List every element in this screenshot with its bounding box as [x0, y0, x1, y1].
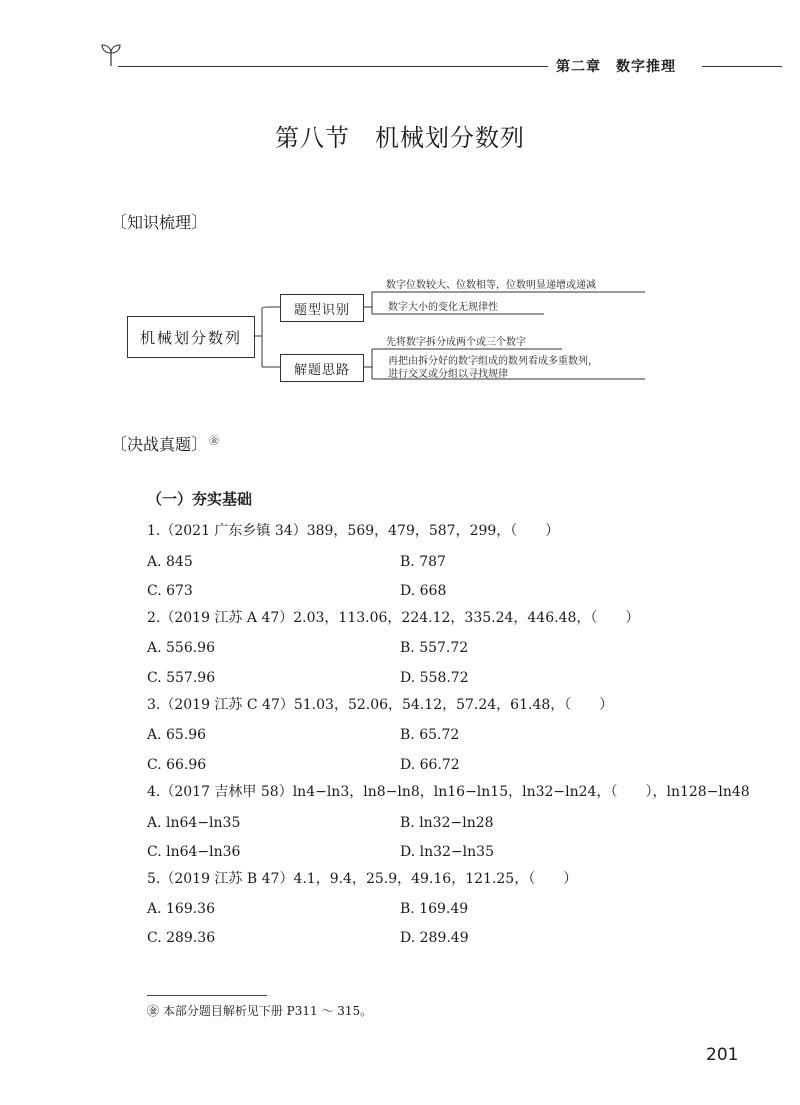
question-3: 3.（2019 江苏 C 47）51.03，52.06，54.12，57.24，61.48，（ ）	[147, 697, 614, 713]
option-c: C. 673	[147, 583, 193, 599]
mind-map-branch-approach: 解题思路	[280, 354, 364, 382]
bracket-close: 〕	[191, 435, 209, 455]
mind-map-branch-identify: 题型识别	[280, 294, 364, 322]
question-5: 5.（2019 江苏 B 47）4.1，9.4，25.9，49.16，121.25，（ ）	[147, 871, 578, 887]
question-1: 1.（2021 广东乡镇 34）389，569，479，587，299，（ ）	[147, 523, 560, 539]
option-c: C. 557.96	[147, 670, 216, 686]
mind-map-leaf-line: 进行交叉或分组以寻找规律	[388, 369, 508, 380]
option-b: B. 557.72	[400, 640, 469, 656]
knowledge-heading-label: 知识梳理	[127, 213, 192, 232]
option-b: B. 65.72	[400, 727, 460, 743]
option-a: A. 169.36	[147, 901, 215, 917]
sprout-icon	[98, 42, 124, 68]
mind-map	[120, 268, 660, 398]
footnote-rule	[147, 995, 267, 996]
option-a: A. 65.96	[147, 727, 207, 743]
option-a: A. 556.96	[147, 640, 215, 656]
question-4: 4.（2017 吉林甲 58）ln4−ln3，ln8−ln8，ln16−ln15，ln32−ln24，（ ），ln128−ln48	[147, 784, 750, 800]
bracket-close: 〕	[191, 213, 209, 233]
footnote-mark: ㊎	[209, 435, 220, 447]
bracket-open: 〔	[110, 213, 127, 233]
option-c: C. ln64−ln36	[147, 844, 241, 860]
practice-heading	[110, 430, 219, 455]
option-d: D. 289.49	[400, 930, 469, 946]
footnote	[147, 1002, 372, 1019]
section-title: 第八节 机械划分数列	[275, 124, 525, 152]
chapter-title: 第二章 数字推理	[556, 59, 676, 75]
footnote-mark: ㊎	[147, 1004, 160, 1018]
question-2: 2.（2019 江苏 A 47）2.03，113.06，224.12，335.24，446.48，（ ）	[147, 610, 640, 626]
option-b: B. 169.49	[400, 901, 469, 917]
option-d: D. ln32−ln35	[400, 844, 494, 860]
option-d: D. 668	[400, 583, 447, 599]
page-number: 201	[706, 1045, 739, 1065]
option-c: C. 66.96	[147, 757, 207, 773]
practice-heading-label: 决战真题	[127, 435, 192, 454]
knowledge-heading	[110, 208, 208, 233]
footnote-text: 本部分题目解析见下册 P311 ～ 315。	[162, 1004, 373, 1018]
header-rule-left	[118, 66, 548, 67]
mind-map-leaf: 数字大小的变化无规律性	[388, 302, 498, 313]
option-d: D. 66.72	[400, 757, 460, 773]
option-a: A. 845	[147, 554, 193, 570]
option-b: B. 787	[400, 554, 446, 570]
mind-map-leaf: 数字位数较大、位数相等，位数明显递增或递减	[386, 280, 596, 291]
mind-map-leaf	[388, 355, 598, 381]
header-rule-right	[702, 66, 782, 67]
option-d: D. 558.72	[400, 670, 469, 686]
option-b: B. ln32−ln28	[400, 815, 494, 831]
subsection-heading: （一）夯实基础	[147, 490, 253, 508]
option-a: A. ln64−ln35	[147, 815, 241, 831]
mind-map-root: 机械划分数列	[127, 316, 255, 358]
mind-map-leaf-line: 再把由拆分好的数字组成的数列看成多重数列，	[388, 356, 598, 367]
mind-map-leaf: 先将数字拆分成两个或三个数字	[386, 337, 526, 348]
bracket-open: 〔	[110, 435, 127, 455]
option-c: C. 289.36	[147, 930, 216, 946]
